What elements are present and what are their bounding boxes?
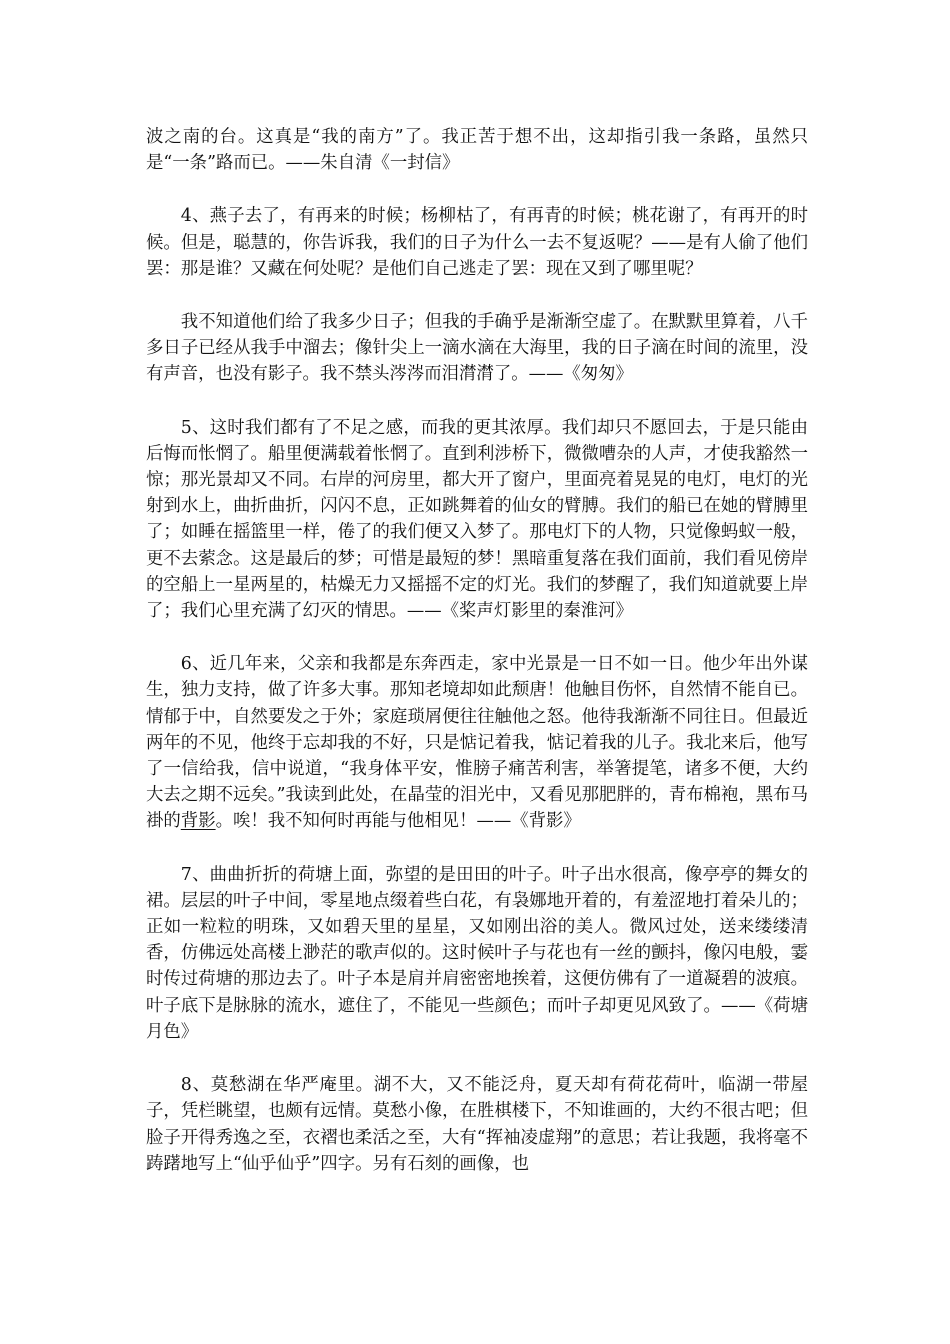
paragraph-6-text-after: 。唉！我不知何时再能与他相见！——《背影》 — [215, 811, 581, 832]
paragraph-8: 8、莫愁湖在华严庵里。湖不大，又不能泛舟，夏天却有荷花荷叶，临湖一带屋子，凭栏眺望，也颇有远情。莫愁小像，在胜棋楼下，不知谁画的，大约不很古吧；但脸子开得秀逸之至，衣褶也柔活之至，大有“挥袖凌虚翔”的意思；若让我题，我将毫不踌躇地写上“仙乎仙乎”四字。另有石刻的画像，也 — [146, 1075, 808, 1174]
paragraph-4a: 4、燕子去了，有再来的时候；杨柳枯了，有再青的时候；桃花谢了，有再开的时候。但是，聪慧的，你告诉我，我们的日子为什么一去不复返呢？——是有人偷了他们罢：那是谁？又藏在何处呢？是他们自己逃走了罢：现在又到了哪里呢？ — [146, 206, 808, 279]
paragraph-continuation: 波之南的台。这真是“我的南方”了。我正苦于想不出，这却指引我一条路，虽然只是“一条”路而已。——朱自清《一封信》 — [146, 127, 808, 174]
paragraph-5: 5、这时我们都有了不足之感，而我的更其浓厚。我们却只不愿回去，于是只能由后悔而怅惘了。船里便满载着怅惘了。直到利涉桥下，微微嘈杂的人声，才使我豁然一惊；那光景却又不同。右岸的河房里，都大开了窗户，里面亮着晃晃的电灯，电灯的光射到水上，曲折曲折，闪闪不息，正如跳舞着的仙女的臂膊。我们的船已在她的臂膊里了；如睡在摇篮里一样，倦了的我们便又入梦了。那电灯下的人物，只觉像蚂蚁一般，更不去萦念。这是最后的梦；可惜是最短的梦！黑暗重复落在我们面前，我们看见傍岸的空船上一星两星的，枯燥无力又摇摇不定的灯光。我们的梦醒了，我们知道就要上岸了；我们心里充满了幻灭的情思。——《桨声灯影里的秦淮河》 — [146, 417, 808, 622]
link-beiying[interactable]: 背影 — [180, 811, 216, 832]
document-page — [146, 124, 808, 1204]
paragraph-4b: 我不知道他们给了我多少日子；但我的手确乎是渐渐空虚了。在默默里算着，八千多日子已经从我手中溜去；像针尖上一滴水滴在大海里，我的日子滴在时间的流里，没有声音，也没有影子。我不禁头涔涔而泪潸潸了。——《匆匆》 — [146, 312, 808, 385]
paragraph-6 — [146, 651, 808, 834]
paragraph-6-text-before: 6、近几年来，父亲和我都是东奔西走，家中光景是一日不如一日。他少年出外谋生，独力支持，做了许多大事。那知老境却如此颓唐！他触目伤怀，自然情不能自已。情郁于中，自然要发之于外；家庭琐屑便往往触他之怒。他待我渐渐不同往日。但最近两年的不见，他终于忘却我的不好，只是惦记着我，惦记着我的儿子。我北来后，他写了一信给我，信中说道，“我身体平安，惟膀子痛苦利害，举箸提笔，诸多不便，大约大去之期不远矣。”我读到此处，在晶莹的泪光中，又看见那肥胖的，青布棉袍，黑布马褂的 — [146, 654, 808, 832]
paragraph-7: 7、曲曲折折的荷塘上面，弥望的是田田的叶子。叶子出水很高，像亭亭的舞女的裙。层层的叶子中间，零星地点缀着些白花，有袅娜地开着的，有羞涩地打着朵儿的；正如一粒粒的明珠，又如碧天里的星星，又如刚出浴的美人。微风过处，送来缕缕清香，仿佛远处高楼上渺茫的歌声似的。这时候叶子与花也有一丝的颤抖，像闪电般，霎时传过荷塘的那边去了。叶子本是肩并肩密密地挨着，这便仿佛有了一道凝碧的波痕。叶子底下是脉脉的流水，遮住了，不能见一些颜色；而叶子却更见风致了。——《荷塘月色》 — [146, 864, 808, 1042]
